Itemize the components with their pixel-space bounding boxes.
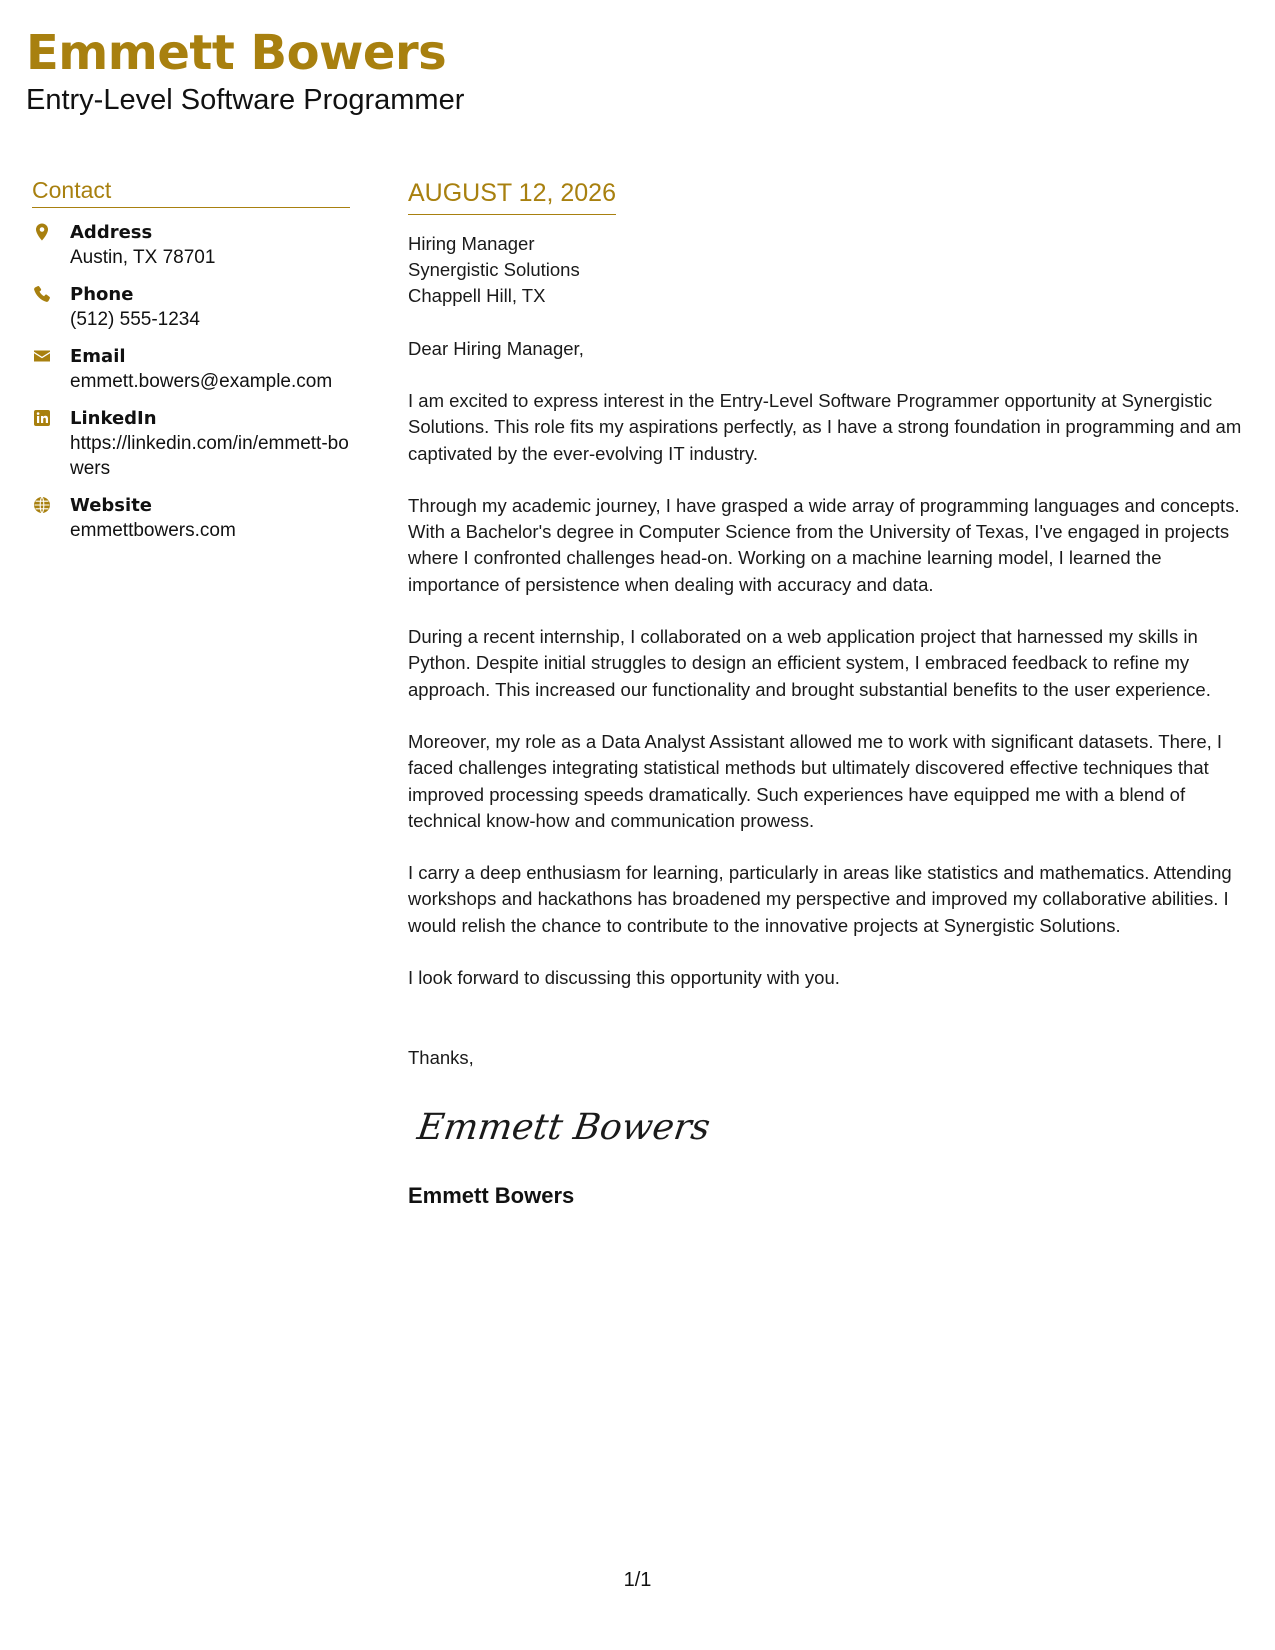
envelope-icon (32, 344, 70, 366)
contact-item-email (32, 344, 350, 394)
letter-date: AUGUST 12, 2026 (408, 176, 616, 215)
salutation: Dear Hiring Manager, (408, 338, 584, 359)
letter-paragraph: I look forward to discussing this opportunity with you. (408, 967, 840, 989)
applicant-name: Emmett Bowers (26, 25, 447, 81)
email-value[interactable]: emmett.bowers@example.com (70, 371, 333, 392)
signer-name: Emmett Bowers (408, 1183, 575, 1209)
contact-label: Website (70, 495, 153, 516)
contact-label: Address (70, 222, 153, 243)
recipient-line: Hiring Manager (408, 233, 535, 254)
signature-text: Emmett Bowers (414, 1105, 713, 1149)
letter-body (408, 176, 1250, 1210)
job-title: Entry-Level Software Programmer (26, 84, 465, 116)
phone-icon (32, 282, 70, 304)
contact-label: Email (70, 346, 126, 367)
linkedin-icon (32, 406, 70, 428)
globe-icon (32, 493, 70, 515)
contact-item-linkedin (32, 406, 350, 481)
contact-item-address (32, 220, 350, 270)
letter-paragraph: I am excited to express interest in the Entry-Level Software Programmer opportunity at Synergistic Solutions. This role fits my aspirations perfectly, as I have a strong foundation in programming and am captivated by the ever-evolving IT industry. (408, 390, 1242, 464)
header (26, 22, 464, 118)
contact-list (32, 220, 350, 543)
letter-paragraph: I carry a deep enthusiasm for learning, particularly in areas like statistics and mathematics. Attending workshops and hackathons has broadened my perspective and improved my collaborative abilities. I would relish the chance to contribute to the innovative projects at Synergistic Solutions. (408, 862, 1232, 936)
contact-heading: Contact (32, 176, 350, 208)
recipient-block (408, 231, 1250, 309)
contact-label: Phone (70, 284, 134, 305)
map-pin-icon (32, 220, 70, 242)
phone-value: (512) 555-1234 (70, 309, 200, 330)
linkedin-value[interactable]: https://linkedin.com/in/emmett-bowers (70, 433, 349, 479)
contact-sidebar (32, 176, 350, 555)
page-number: 1/1 (623, 1569, 652, 1591)
website-value[interactable]: emmettbowers.com (70, 520, 236, 541)
signature-image (414, 1097, 713, 1157)
contact-label: LinkedIn (70, 408, 157, 429)
address-value: Austin, TX 78701 (70, 247, 216, 268)
recipient-line: Chappell Hill, TX (408, 285, 546, 306)
contact-item-phone (32, 282, 350, 332)
closing: Thanks, (408, 1047, 474, 1069)
recipient-line: Synergistic Solutions (408, 259, 580, 280)
contact-item-website (32, 493, 350, 543)
letter-paragraph: During a recent internship, I collaborated on a web application project that harnessed my skills in Python. Despite initial struggles to design an efficient system, I embraced feedback to refine my approach. This increased our functionality and brought substantial benefits to the user experience. (408, 626, 1211, 700)
letter-paragraph: Through my academic journey, I have grasped a wide array of programming languages and concepts. With a Bachelor's degree in Computer Science from the University of Texas, I've engaged in projects where I confronted challenges head-on. Working on a machine learning model, I learned the importance of persistence when dealing with accuracy and data. (408, 494, 1240, 595)
letter-paragraph: Moreover, my role as a Data Analyst Assistant allowed me to work with significant datasets. There, I faced challenges integrating statistical methods but ultimately discovered effective techniques that improved processing speeds dramatically. Such experiences have equipped me with a blend of technical know-how and communication prowess. (408, 730, 1223, 831)
